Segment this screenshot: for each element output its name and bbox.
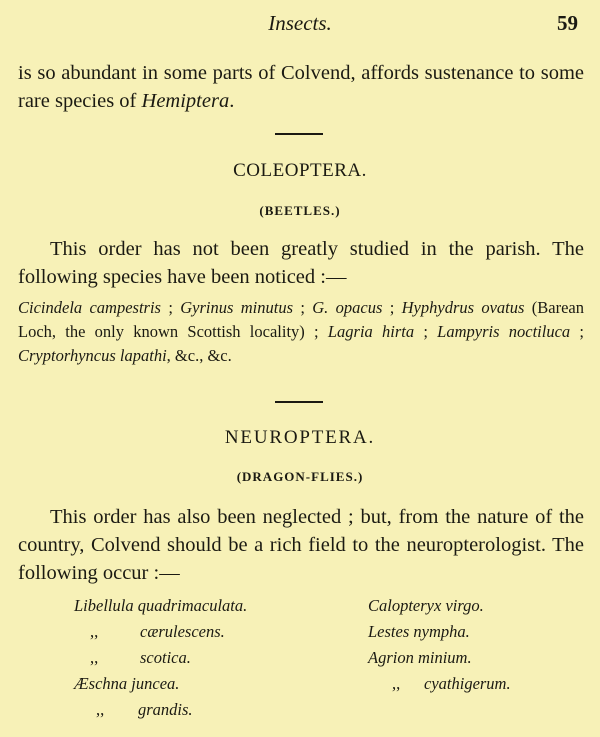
intro-paragraph [18,59,584,115]
species-name: Lagria hirta [327,322,415,341]
ditto-mark: ,, [90,622,99,641]
list-item [74,697,247,723]
species-name: cyathigerum. [424,674,511,693]
species-name: scotica. [140,648,191,667]
list-item [368,671,511,697]
species-separator: ; [382,298,402,317]
neuroptera-list-right [368,593,511,697]
species-name: Agrion minium. [368,648,472,667]
species-separator: ; [160,298,181,317]
list-item [74,671,247,697]
list-item [368,593,511,619]
neuroptera-paragraph: This order has also been neglected ; but, from the nature of the country, Colvend should be a rich field to the neuropterologist. The following occur :— [18,506,584,584]
ditto-mark: ,, [392,674,401,693]
species-name: Cryptorhyncus lapathi [18,346,167,365]
list-item [74,619,247,645]
section-subtitle-dragon-flies: (DRAGON-FLIES.) [236,469,364,484]
section-subtitle-beetles: (BEETLES.) [259,203,341,218]
section-title-coleoptera: COLEOPTERA. [233,160,367,181]
list-item [368,619,511,645]
list-item [74,645,247,671]
ditto-mark: ,, [90,648,99,667]
intro-emphasis: Hemiptera [141,90,230,112]
section-divider [275,133,323,135]
coleoptera-paragraph: This order has not been greatly studied in the parish. The following species have been noticed :— [18,238,584,288]
running-title: Insects. [268,11,332,35]
neuroptera-list-left [74,593,247,723]
page-header [0,8,600,38]
intro-text: is so abundant in some parts of Colvend, affords sustenance to some rare species of [18,62,584,112]
section-divider [275,401,323,403]
intro-end: . [229,90,235,112]
species-separator: , &c., &c. [166,346,232,365]
list-item [74,593,247,619]
species-name: Lampyris noctiluca [437,322,571,341]
species-name: Calopteryx virgo. [368,596,484,615]
species-name: Cicindela campestris [18,298,161,317]
coleoptera-species-list [18,296,584,368]
species-separator: ; [293,298,313,317]
ditto-mark: ,, [96,700,105,719]
species-name: grandis. [138,700,193,719]
page-number: 59 [557,11,578,35]
species-separator: (Barean Loch, the only known Scottish locality) ; [18,298,584,341]
list-item [368,645,511,671]
species-name: Lestes nympha. [368,622,470,641]
species-name: Gyrinus minutus [180,298,293,317]
species-separator: ; [414,322,438,341]
species-separator: ; [570,322,584,341]
species-name: Hyphydrus ovatus [401,298,525,317]
species-name: Æschna juncea. [74,674,180,693]
section-title-neuroptera: NEUROPTERA. [224,427,376,448]
species-name: Libellula quadrimaculata. [74,596,248,615]
species-name: G. opacus [312,298,383,317]
species-name: cærulescens. [140,622,225,641]
